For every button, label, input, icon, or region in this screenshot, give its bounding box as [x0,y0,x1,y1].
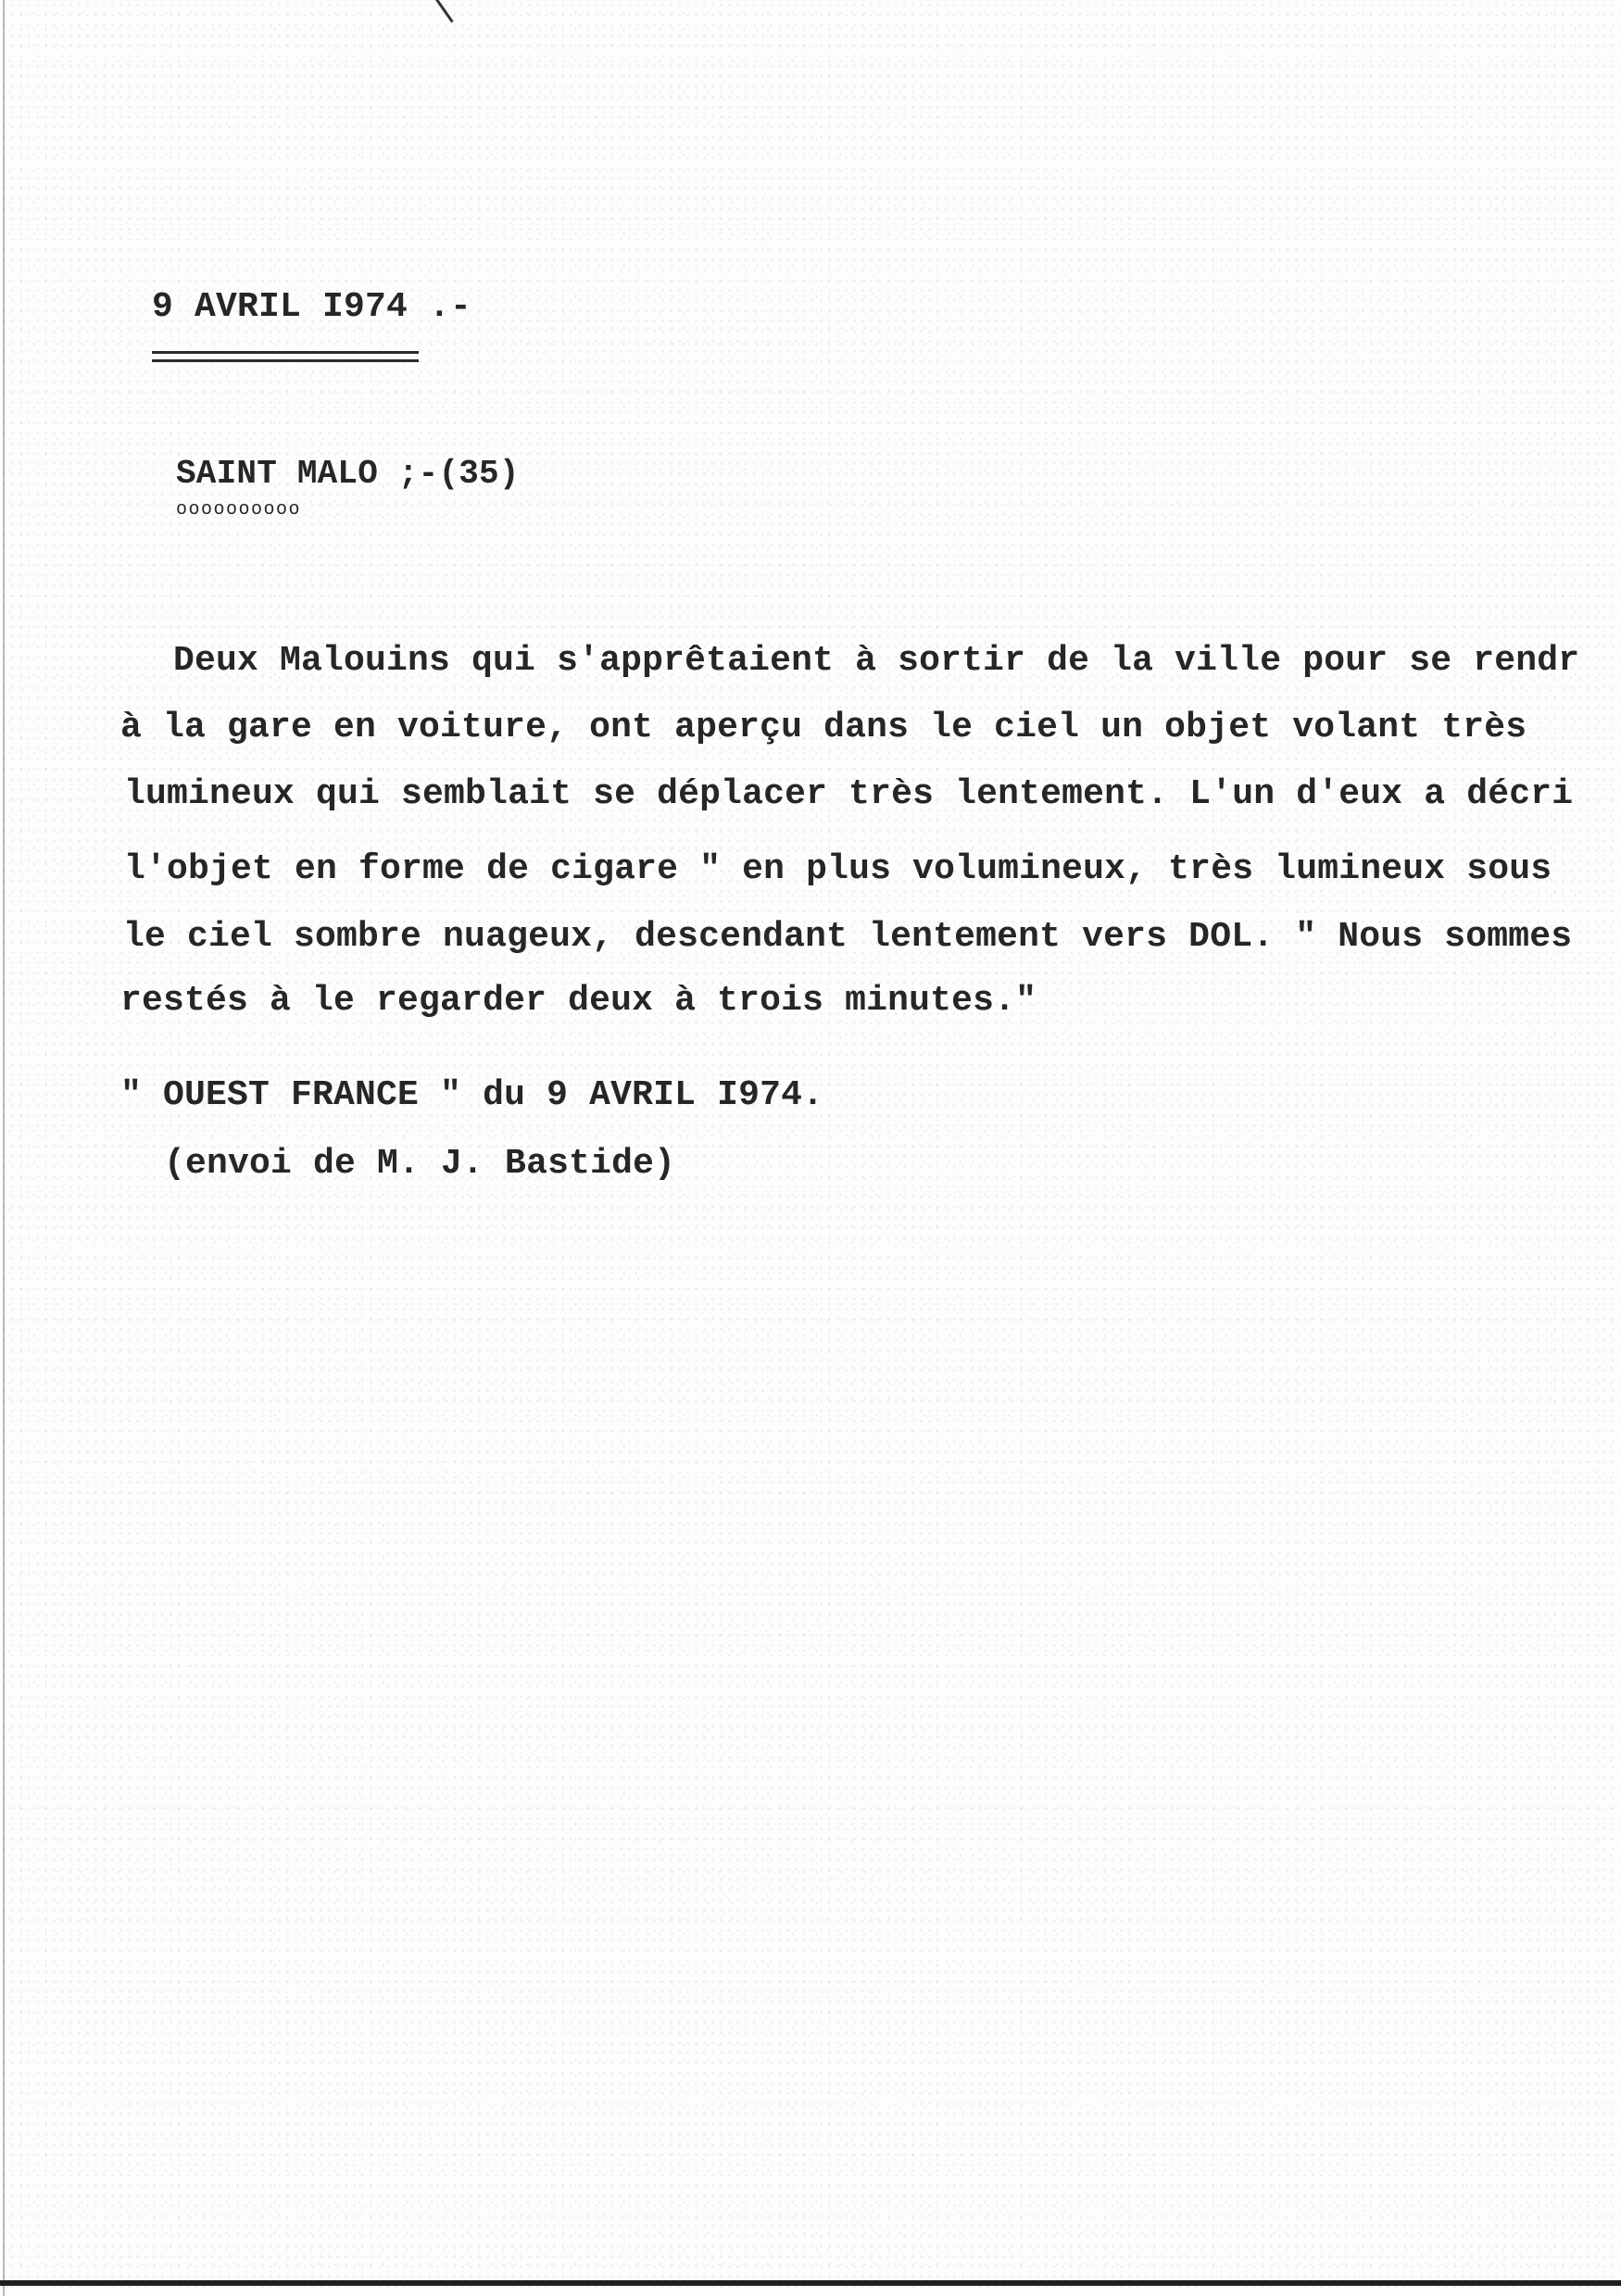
body-line: l'objet en forme de cigare " en plus volumineux, très lumineux sous [124,851,1552,888]
scan-mark [435,0,454,23]
bottom-rule [0,2280,1621,2286]
scan-edge-line [3,0,5,2296]
source-sender: (envoi de M. J. Bastide) [164,1146,676,1183]
source-citation: " OUEST FRANCE " du 9 AVRIL I974. [120,1077,824,1114]
date-heading: 9 AVRIL I974 .- [152,289,472,326]
body-line: à la gare en voiture, ont aperçu dans le ciel un objet volant très [120,709,1527,747]
date-underline [152,351,419,354]
body-line: le ciel sombre nuageux, descendant lentement vers DOL. " Nous sommes [123,919,1573,956]
body-line: Deux Malouins qui s'apprêtaient à sortir de la ville pour se rendr [173,643,1580,680]
location-title: SAINT MALO ;-(35) [176,456,520,493]
body-line: lumineux qui semblait se déplacer très lentement. L'un d'eux a décri [124,776,1574,813]
location-ornament: oooooooooo [176,500,302,521]
body-line: restés à le regarder deux à trois minutes." [120,983,1037,1020]
date-underline [152,359,419,362]
